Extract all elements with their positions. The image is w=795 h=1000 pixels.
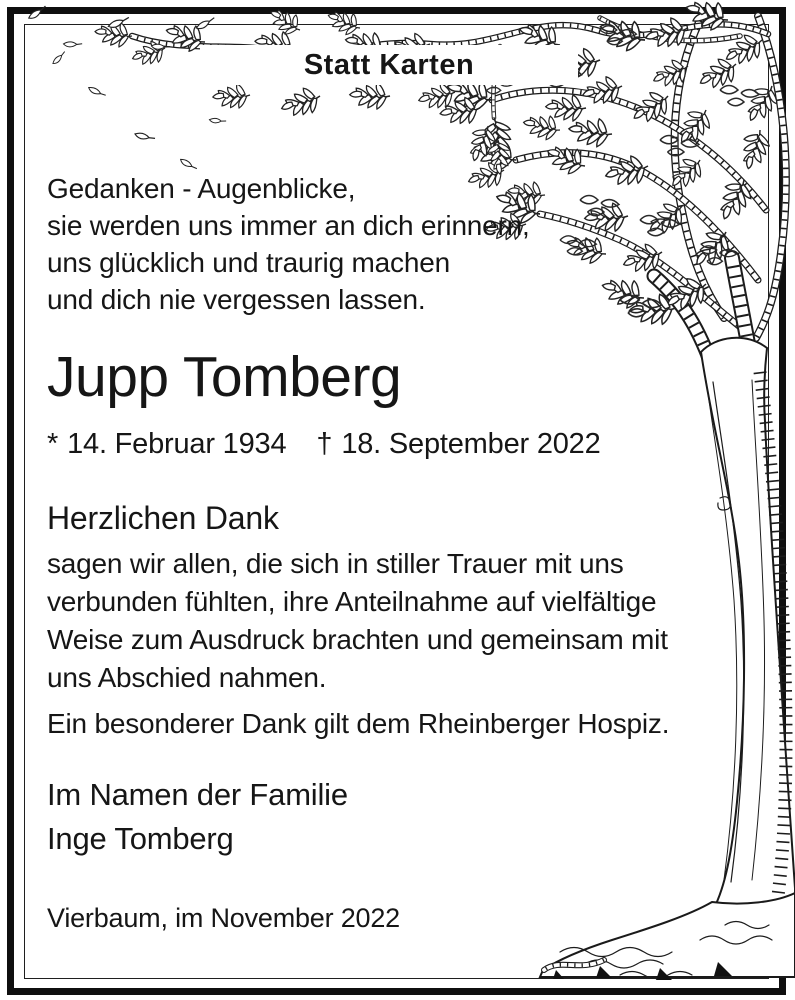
tree-roots xyxy=(540,893,795,980)
birth-symbol: * xyxy=(47,428,59,460)
thanks-line: Weise zum Ausdruck brachten und gemeinsam mit xyxy=(47,624,668,655)
life-dates xyxy=(47,428,601,461)
intro-line: Gedanken - Augenblicke, xyxy=(47,173,356,204)
header-label: Statt Karten xyxy=(303,48,475,81)
family-name: Inge Tomberg xyxy=(47,821,234,856)
tree-trunk xyxy=(701,338,795,910)
thanks-line: verbunden fühlten, ihre Anteilnahme auf vielfältige xyxy=(47,586,657,617)
thanks-paragraph xyxy=(47,545,668,697)
death-symbol: † xyxy=(316,428,333,460)
thanks-line: uns Abschied nahmen. xyxy=(47,662,327,693)
birth-date: 14. Februar 1934 xyxy=(67,428,287,460)
death-date: 18. September 2022 xyxy=(341,428,601,460)
intro-poem xyxy=(47,170,530,318)
family-intro: Im Namen der Familie xyxy=(47,777,348,812)
header-band xyxy=(200,45,578,85)
thanks-line: sagen wir allen, die sich in stiller Trauer mit uns xyxy=(47,548,624,579)
intro-line: uns glücklich und traurig machen xyxy=(47,247,450,278)
deceased-name: Jupp Tomberg xyxy=(47,345,402,409)
place-and-date: Vierbaum, im November 2022 xyxy=(47,903,400,933)
thanks-heading: Herzlichen Dank xyxy=(47,500,279,536)
intro-line: sie werden uns immer an dich erinnern, xyxy=(47,210,530,241)
intro-line: und dich nie vergessen lassen. xyxy=(47,284,426,315)
falling-leaves xyxy=(27,6,256,173)
special-thanks: Ein besonderer Dank gilt dem Rheinberger Hospiz. xyxy=(47,708,670,739)
